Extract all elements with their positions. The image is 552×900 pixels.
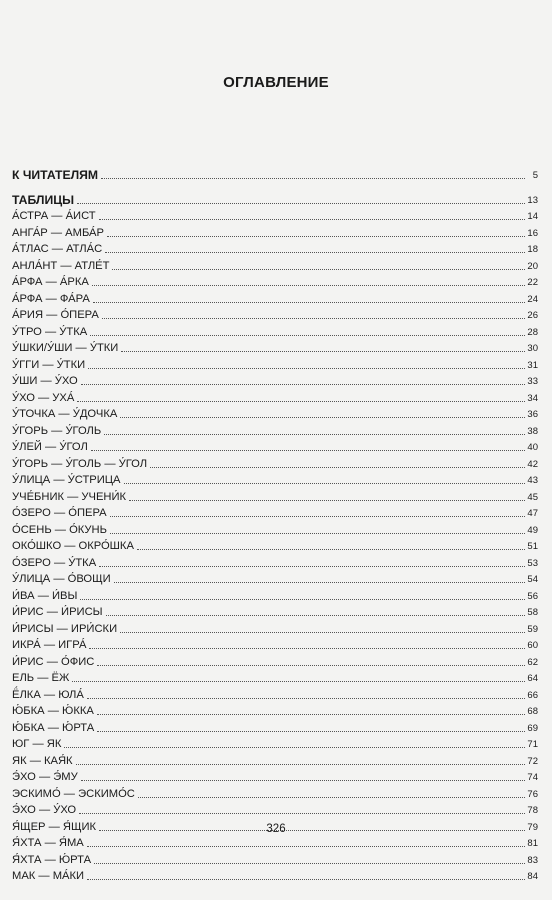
dot-leader [105,251,525,253]
toc-page-number: 13 [527,194,538,206]
toc-entry [12,702,538,719]
toc-entry [12,207,538,224]
dot-leader [94,862,525,864]
dot-leader [150,466,525,468]
dot-leader [87,845,525,847]
toc-page-number: 78 [527,805,538,816]
dot-leader [110,515,525,517]
dot-leader [80,598,525,600]
toc-entry [12,570,538,587]
dot-leader [138,796,525,798]
toc-page-number: 45 [527,491,538,503]
dot-leader [88,367,525,369]
toc-entry [12,801,538,818]
toc-entry-label: Э́ХО — Э́МУ [12,771,78,783]
toc-entry-label: ЕЛЬ — ЁЖ [12,672,70,684]
page-number: 326 [266,823,286,835]
toc-page-number: 81 [527,838,538,849]
dot-leader [101,177,525,179]
dot-leader [129,499,525,501]
dot-leader [97,664,525,666]
toc-entry [12,784,538,801]
dot-leader [124,482,525,484]
toc-entry [12,306,538,323]
toc-entry [12,471,538,488]
toc-entry [12,322,538,339]
dot-leader [64,746,525,748]
dot-leader [77,202,525,204]
toc-page-number: 69 [527,722,538,734]
toc-entry-label: Я́ЩЕР — Я́ЩИК [12,820,97,833]
toc-entry-label: Ю́БКА — Ю́ККА [12,705,94,717]
toc-page-number: 68 [527,706,538,717]
toc-page-number: 49 [527,524,538,536]
toc-section-label: ТАБЛИЦЫ [12,192,75,207]
dot-leader [107,235,525,237]
toc-entry-label: ИКРА́ — ИГРА́ [12,639,87,651]
page-title: ОГЛАВЛЕНИЕ [223,74,329,91]
toc-page-number: 83 [527,854,538,866]
toc-page-number: 20 [527,260,538,272]
toc-page-number: 28 [527,326,538,338]
toc-section-label: К ЧИТАТЕЛЯМ [12,167,99,182]
toc-entry-label: Э́ХО — У́ХО [12,804,77,816]
toc-entry-label: О́ЗЕРО — О́ПЕРА [12,507,107,519]
toc-page-number: 59 [527,623,538,635]
toc-entry-label: У́ГГИ — У́ТКИ [12,358,86,371]
toc-page-number: 62 [527,656,538,668]
toc-entry [12,537,538,554]
toc-entry [12,652,538,669]
toc-page-number: 33 [527,376,538,387]
toc-page-number: 47 [527,508,538,519]
toc-page-number: 38 [527,425,538,437]
toc-entry-label: ОКО́ШКО — ОКРО́ШКА [12,540,134,552]
toc-page-number: 53 [527,557,538,569]
toc-page-number: 71 [527,739,538,750]
dot-leader [97,713,525,715]
toc-entry-label: ЮГ — ЯК [12,738,62,750]
toc-entry-label: У́ТРО — У́ТКА [12,325,88,338]
toc-entry [12,636,538,653]
toc-section-row [12,165,538,182]
toc-entry-label: У́ЛЕЙ — У́ГОЛ [12,441,88,453]
toc-entry-list [12,207,538,884]
toc-page-number: 74 [527,772,538,783]
dot-leader [90,334,525,336]
toc-entry-label: УЧЕ́БНИК — УЧЕНИ́К [12,490,127,503]
toc-page-number: 54 [527,574,538,585]
toc-entry-label: Я́ХТА — Ю́РТА [12,853,92,866]
toc-section-row [12,190,538,207]
toc-entry-label: Ю́БКА — Ю́РТА [12,721,95,734]
toc-entry [12,273,538,290]
toc-intro [12,165,538,182]
toc-entry [12,520,538,537]
toc-entry [12,735,538,752]
toc-entry [12,718,538,735]
toc-entry-label: А́РФА — ФА́РА [12,292,90,305]
toc-entry-label: И́РИС — И́РИСЫ [12,606,103,618]
dot-leader [72,680,525,682]
toc-entry [12,223,538,240]
toc-entry-label: У́ГОРЬ — У́ГОЛЬ — У́ГОЛ [12,457,148,470]
toc-page-number: 42 [527,458,538,470]
toc-entry [12,603,538,620]
toc-entry-label: Ё́ЛКА — ЮЛА́ [12,688,84,701]
toc-entry [12,454,538,471]
toc-entry [12,355,538,372]
toc-entry [12,240,538,257]
toc-entry [12,685,538,702]
dot-leader [81,383,525,385]
toc-page-number: 31 [527,359,538,371]
toc-entry [12,421,538,438]
toc-entry-label: АНГА́Р — АМБА́Р [12,226,104,239]
toc-entry-label: У́ГОРЬ — У́ГОЛЬ [12,424,102,437]
toc-entry-label: И́РИСЫ — ИРИ́СКИ [12,622,118,635]
dot-leader [97,730,525,732]
dot-leader [91,449,525,451]
toc-page-number: 72 [527,755,538,767]
dot-leader [120,631,525,633]
dot-leader [114,581,525,583]
toc-entry-label: АНЛА́НТ — АТЛЕ́Т [12,259,110,272]
toc-page-number: 58 [527,607,538,618]
toc-entry-label: У́ЛИЦА — У́СТРИЦА [12,474,121,486]
toc-page-number: 79 [527,821,538,833]
toc-entry-label: У́ХО — УХА́ [12,391,75,404]
dot-leader [87,697,525,699]
dot-leader [102,317,525,319]
toc-page-number: 30 [527,343,538,354]
toc-entry-label: У́ТОЧКА — У́ДОЧКА [12,408,118,420]
toc-entry-label: И́РИС — О́ФИС [12,655,95,668]
dot-leader [92,284,525,286]
toc-entry [12,751,538,768]
toc-entry [12,256,538,273]
dot-leader [99,565,525,567]
toc-entry [12,405,538,422]
toc-entry [12,669,538,686]
toc-page-number: 16 [527,227,538,239]
toc-page-number: 56 [527,590,538,602]
toc-entry [12,504,538,521]
toc-page-number: 43 [527,475,538,486]
toc-entry-label: У́ШКИ/У́ШИ — У́ТКИ [12,342,119,354]
toc-page-number: 76 [527,788,538,800]
toc-page-number: 22 [527,277,538,288]
dot-leader [120,416,525,418]
toc-page-number: 24 [527,293,538,305]
dot-leader [106,614,525,616]
toc-entry [12,289,538,306]
toc-page-number: 60 [527,640,538,651]
toc-page-number: 36 [527,409,538,420]
dot-leader [77,400,525,402]
toc-entry [12,834,538,851]
toc-page-number: 51 [527,541,538,552]
toc-entry-label: О́ЗЕРО — У́ТКА [12,556,97,569]
toc-page-number: 64 [527,673,538,684]
toc-entry-label: ЭСКИМО́ — ЭСКИМО́С [12,787,135,800]
toc-page-number: 5 [532,169,538,181]
toc-entry-label: У́ЛИЦА — О́ВОЩИ [12,573,111,585]
toc-entry-label: А́СТРА — А́ИСТ [12,210,96,222]
toc-entry [12,850,538,867]
toc-entry-label: А́РИЯ — О́ПЕРА [12,309,99,321]
dot-leader [93,301,525,303]
toc-entry-label: ЯК — КАЯ́К [12,754,73,767]
toc-entry-label: У́ШИ — У́ХО [12,375,78,387]
toc-entry [12,339,538,356]
toc-entry-label: МАК — МА́КИ [12,870,85,882]
toc-page-number: 40 [527,442,538,453]
dot-leader [89,647,525,649]
toc-entry [12,388,538,405]
toc-page-number: 66 [527,689,538,701]
toc-tables [12,190,538,883]
dot-leader [79,812,525,814]
dot-leader [76,763,525,765]
toc-page-number: 18 [527,244,538,255]
toc-entry-label: О́СЕНЬ — О́КУНЬ [12,523,107,536]
toc-entry [12,586,538,603]
dot-leader [104,433,525,435]
toc-page-number: 14 [527,211,538,222]
toc-entry [12,867,538,884]
toc-entry [12,553,538,570]
toc-entry-label: Я́ХТА — Я́МА [12,837,84,849]
toc-page-number: 34 [527,392,538,404]
toc-entry [12,438,538,455]
toc-entry [12,487,538,504]
dot-leader [99,218,525,220]
dot-leader [87,878,525,880]
toc-entry [12,619,538,636]
dot-leader [137,548,525,550]
dot-leader [112,268,525,270]
toc-entry-label: А́РФА — А́РКА [12,276,89,288]
toc-entry [12,372,538,389]
dot-leader [121,350,525,352]
dot-leader [110,532,525,534]
toc-page-number: 84 [527,871,538,882]
toc-entry-label: А́ТЛАС — АТЛА́С [12,243,103,255]
toc-entry [12,768,538,785]
toc-page-number: 26 [527,310,538,321]
toc-entry-label: И́ВА — И́ВЫ [12,589,78,602]
dot-leader [81,779,525,781]
